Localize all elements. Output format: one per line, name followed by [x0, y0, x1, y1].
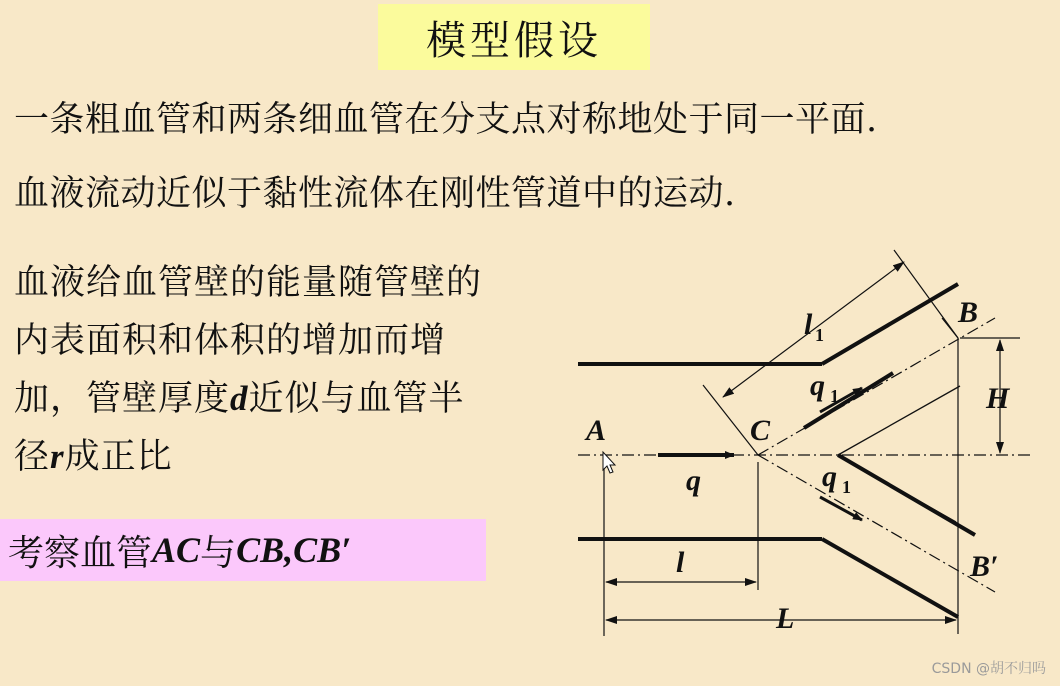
segment-cb-prime: CB′ [293, 530, 352, 570]
assumption-1: 一条粗血管和两条细血管在分支点对称地处于同一平面. [14, 100, 878, 140]
label-q1-lower: q [822, 460, 837, 493]
highlight-mid: 与 [200, 532, 237, 574]
segment-cb: CB [236, 530, 285, 570]
center-lines [578, 318, 1030, 592]
watermark: CSDN @胡不归吗 [931, 661, 1046, 677]
label-q1-lower-sub: 1 [842, 477, 851, 497]
label-q1-upper: q [810, 369, 825, 402]
flow-arrow-q1-lower [820, 497, 862, 520]
lower-branch-outer-wall [822, 539, 958, 617]
slide-title: 模型假设 [426, 17, 602, 64]
branch-wedge [838, 386, 960, 522]
label-l: l [676, 546, 685, 579]
upper-branch-outer-wall [822, 284, 958, 364]
label-q: q [686, 464, 701, 497]
var-r: r [50, 437, 65, 476]
label-b-prime: B′ [970, 550, 999, 583]
label-b: B [958, 296, 979, 329]
label-h: H [986, 382, 1010, 415]
para-text-1: 血液给血管壁的能量随管壁的内表面积和体积的增加而增加，管壁厚度 [14, 263, 483, 419]
vessel-walls [578, 284, 975, 617]
assumption-2: 血液流动近似于黏性流体在刚性管道中的运动. [14, 174, 736, 214]
label-c: C [750, 414, 771, 447]
var-d: d [230, 379, 249, 418]
label-q1-upper-sub: 1 [830, 386, 839, 406]
ext-line-l1-end [894, 250, 958, 338]
label-L: L [776, 602, 795, 635]
para-text-2: 近似与血管半径 [14, 379, 465, 477]
label-l1: l [804, 308, 813, 341]
para-text-3: 成正比 [64, 437, 173, 477]
label-a: A [586, 414, 607, 447]
label-l1-sub: 1 [815, 325, 824, 345]
highlight-sep: , [284, 530, 294, 570]
segment-ac: AC [152, 530, 201, 570]
highlight-prefix: 考察血管 [8, 532, 153, 574]
flow-arrow-q1-upper [820, 388, 862, 412]
